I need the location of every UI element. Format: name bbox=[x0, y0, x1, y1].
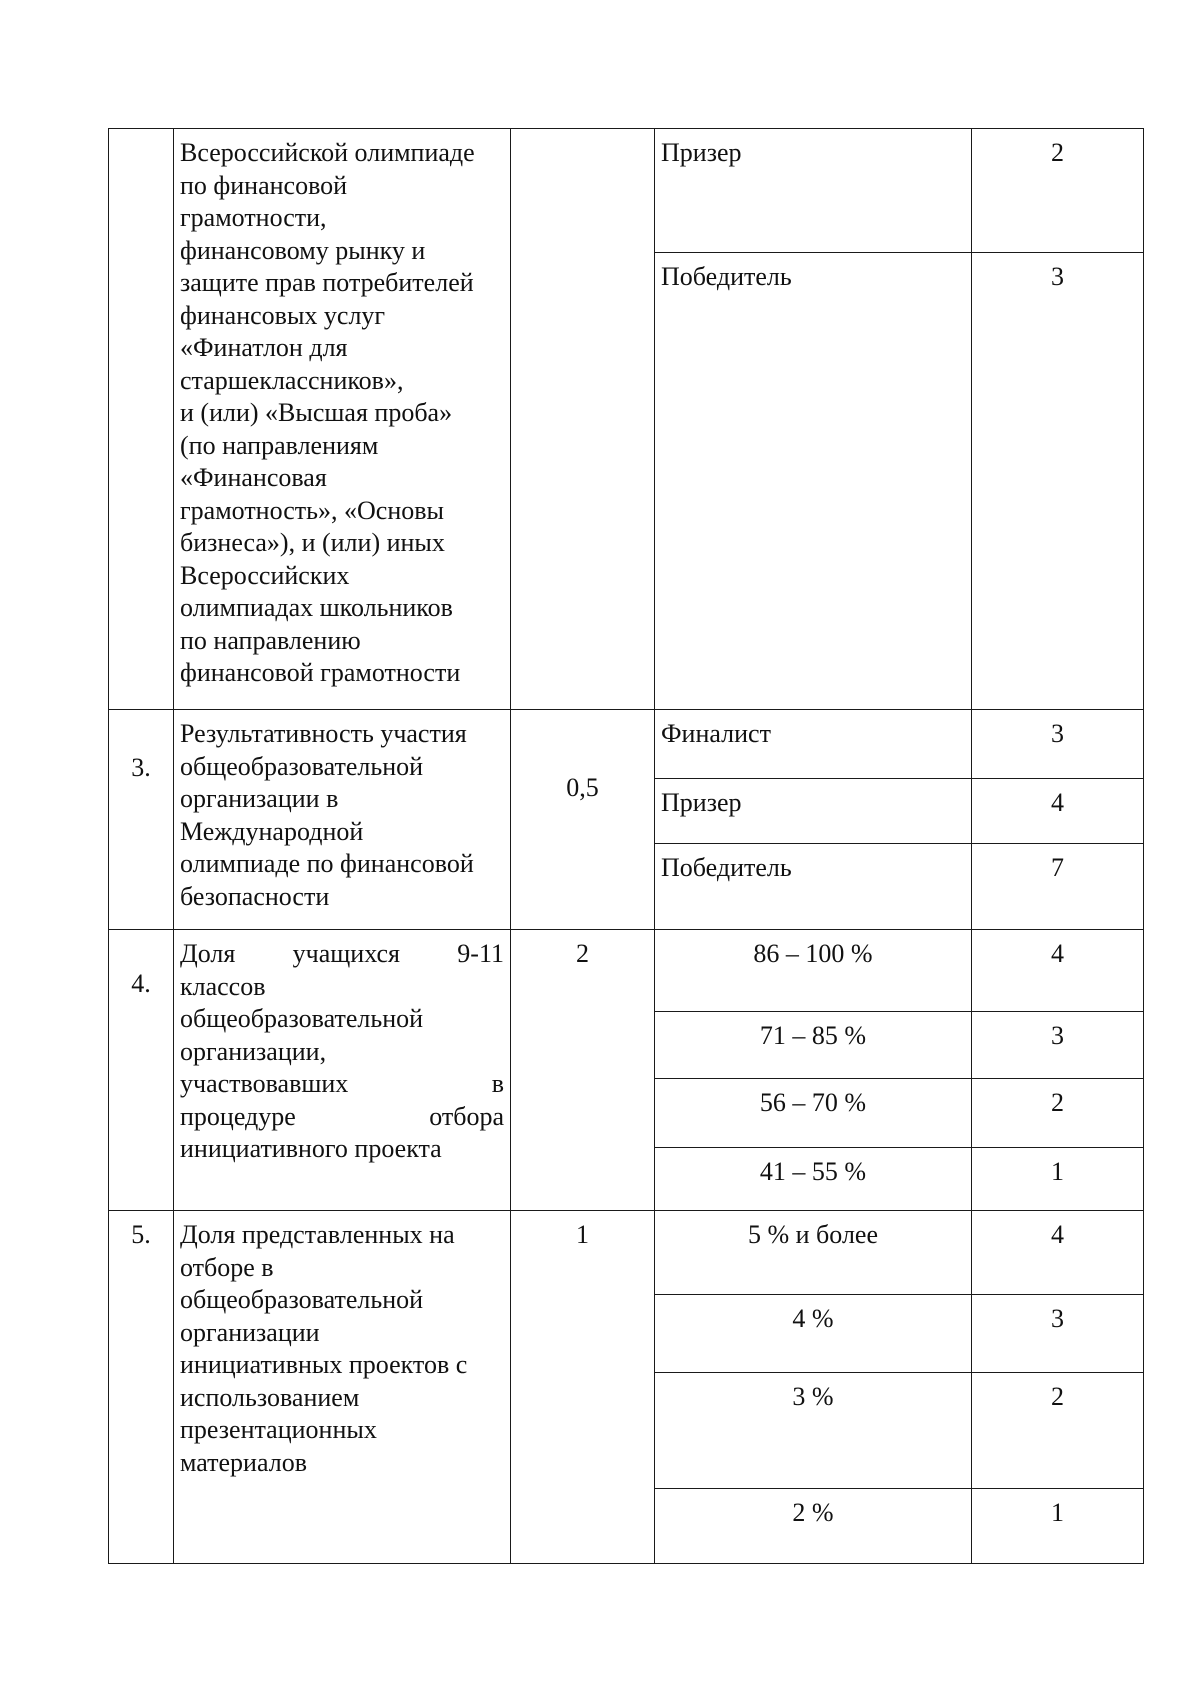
score-cell bbox=[972, 253, 1144, 710]
level-label: 4 % bbox=[792, 1304, 834, 1333]
table-row bbox=[109, 930, 1144, 1012]
score-cell bbox=[972, 1489, 1144, 1564]
description-line: финансовому рынку и bbox=[180, 235, 426, 265]
score-cell bbox=[972, 1079, 1144, 1148]
description-line: олимпиаде по финансовой bbox=[180, 849, 474, 878]
description-line: отборе в bbox=[180, 1252, 274, 1282]
description-line: презентационных bbox=[180, 1415, 377, 1444]
weight-cell bbox=[511, 129, 655, 710]
level-cell bbox=[655, 1489, 972, 1564]
score-value: 4 bbox=[1051, 1220, 1064, 1249]
description-line: «Финансовая bbox=[180, 463, 327, 492]
description-word: в bbox=[491, 1069, 504, 1098]
description-line: материалов bbox=[180, 1447, 307, 1477]
description-line: Доля представленных на bbox=[180, 1220, 455, 1249]
description-line: использованием bbox=[180, 1382, 360, 1412]
description-line: «Финатлон для bbox=[180, 333, 348, 362]
level-cell bbox=[655, 710, 972, 779]
table-row bbox=[109, 129, 1144, 253]
score-cell bbox=[972, 1012, 1144, 1079]
description-line: олимпиадах школьников bbox=[180, 593, 453, 622]
level-label: 86 – 100 % bbox=[753, 939, 873, 968]
description-line: по направлению bbox=[180, 625, 361, 655]
level-label: 71 – 85 % bbox=[759, 1021, 867, 1050]
weight-cell bbox=[511, 930, 655, 1211]
description-line: организации bbox=[180, 1317, 320, 1347]
description-word: отбора bbox=[429, 1101, 504, 1131]
level-cell bbox=[655, 1295, 972, 1373]
description-line: грамотность», «Основы bbox=[180, 495, 444, 525]
description-line: общеобразовательной bbox=[180, 1004, 424, 1033]
level-cell bbox=[655, 253, 972, 710]
level-label: 3 % bbox=[792, 1382, 834, 1411]
description-word: участвовавших bbox=[180, 1069, 349, 1098]
score-value: 4 bbox=[1051, 788, 1064, 817]
description-line: Международной bbox=[180, 816, 364, 846]
description-line: финансовой грамотности bbox=[180, 658, 461, 687]
score-cell bbox=[972, 844, 1144, 930]
description-line: безопасности bbox=[180, 881, 330, 911]
description-word: учащихся bbox=[292, 939, 400, 968]
weight-value: 0,5 bbox=[566, 773, 599, 802]
description-line: организации, bbox=[180, 1036, 327, 1066]
description-line: Всероссийских bbox=[180, 560, 350, 590]
description-line: организации в bbox=[180, 784, 339, 813]
score-cell bbox=[972, 1373, 1144, 1489]
weight-value: 1 bbox=[576, 1220, 589, 1249]
score-value: 2 bbox=[1051, 1088, 1064, 1117]
level-label: Победитель bbox=[661, 853, 792, 882]
row-number: 5. bbox=[131, 1220, 151, 1249]
level-cell bbox=[655, 1373, 972, 1489]
description-line: финансовых услуг bbox=[180, 300, 386, 330]
score-value: 1 bbox=[1051, 1157, 1064, 1186]
description-line: (по направлениям bbox=[180, 430, 379, 460]
level-label: 2 % bbox=[792, 1498, 834, 1527]
level-label: Финалист bbox=[661, 719, 771, 748]
criterion-description bbox=[174, 129, 511, 710]
level-cell bbox=[655, 1079, 972, 1148]
score-value: 3 bbox=[1051, 1021, 1064, 1050]
level-cell bbox=[655, 129, 972, 253]
score-value: 1 bbox=[1051, 1498, 1064, 1527]
row-number-cell bbox=[109, 710, 174, 930]
criteria-table bbox=[108, 128, 1144, 1564]
weight-value: 2 bbox=[576, 939, 589, 968]
table-row bbox=[109, 1211, 1144, 1295]
score-cell bbox=[972, 1295, 1144, 1373]
score-value: 2 bbox=[1051, 1382, 1064, 1411]
row-number: 3. bbox=[131, 753, 151, 782]
description-line: Результативность участия bbox=[180, 719, 467, 748]
score-cell bbox=[972, 710, 1144, 779]
row-number: 4. bbox=[131, 969, 151, 998]
level-cell bbox=[655, 1012, 972, 1079]
description-line: грамотности, bbox=[180, 203, 327, 232]
score-value: 3 bbox=[1051, 719, 1064, 748]
description-line bbox=[180, 938, 504, 971]
score-cell bbox=[972, 129, 1144, 253]
criterion-description bbox=[174, 1211, 511, 1564]
level-cell bbox=[655, 844, 972, 930]
score-cell bbox=[972, 930, 1144, 1012]
level-cell bbox=[655, 930, 972, 1012]
description-line: общеобразовательной bbox=[180, 1285, 424, 1314]
level-cell bbox=[655, 1211, 972, 1295]
table-row bbox=[109, 710, 1144, 779]
level-label: Призер bbox=[661, 788, 742, 817]
score-value: 2 bbox=[1051, 138, 1064, 167]
score-value: 3 bbox=[1051, 262, 1064, 291]
row-number-cell bbox=[109, 129, 174, 710]
level-label: Победитель bbox=[661, 262, 792, 291]
row-number-cell bbox=[109, 1211, 174, 1564]
description-line bbox=[180, 1101, 504, 1134]
description-word: Доля bbox=[180, 939, 236, 968]
row-number-cell bbox=[109, 930, 174, 1211]
score-cell bbox=[972, 1211, 1144, 1295]
description-line: и (или) «Высшая проба» bbox=[180, 398, 453, 427]
criterion-description bbox=[174, 710, 511, 930]
score-cell bbox=[972, 1148, 1144, 1211]
description-line: по финансовой bbox=[180, 170, 348, 200]
description-line: старшеклассников», bbox=[180, 365, 404, 395]
weight-cell bbox=[511, 1211, 655, 1564]
level-cell bbox=[655, 1148, 972, 1211]
description-line: классов bbox=[180, 971, 266, 1001]
description-line: инициативных проектов с bbox=[180, 1350, 468, 1379]
level-label: Призер bbox=[661, 138, 742, 167]
score-value: 4 bbox=[1051, 939, 1064, 968]
description-line bbox=[180, 1068, 504, 1101]
description-line: общеобразовательной bbox=[180, 751, 424, 781]
score-value: 3 bbox=[1051, 1304, 1064, 1333]
description-word: процедуре bbox=[180, 1101, 296, 1131]
description-word: 9-11 bbox=[457, 939, 504, 968]
description-line: инициативного проекта bbox=[180, 1134, 442, 1163]
level-label: 56 – 70 % bbox=[759, 1088, 867, 1117]
score-cell bbox=[972, 779, 1144, 844]
description-line: защите прав потребителей bbox=[180, 268, 474, 297]
level-label: 5 % и более bbox=[747, 1220, 878, 1249]
description-line: Всероссийской олимпиаде bbox=[180, 138, 475, 167]
criterion-description bbox=[174, 930, 511, 1211]
level-cell bbox=[655, 779, 972, 844]
level-label: 41 – 55 % bbox=[759, 1157, 867, 1186]
description-line: бизнеса»), и (или) иных bbox=[180, 528, 445, 557]
score-value: 7 bbox=[1051, 853, 1064, 882]
weight-cell bbox=[511, 710, 655, 930]
